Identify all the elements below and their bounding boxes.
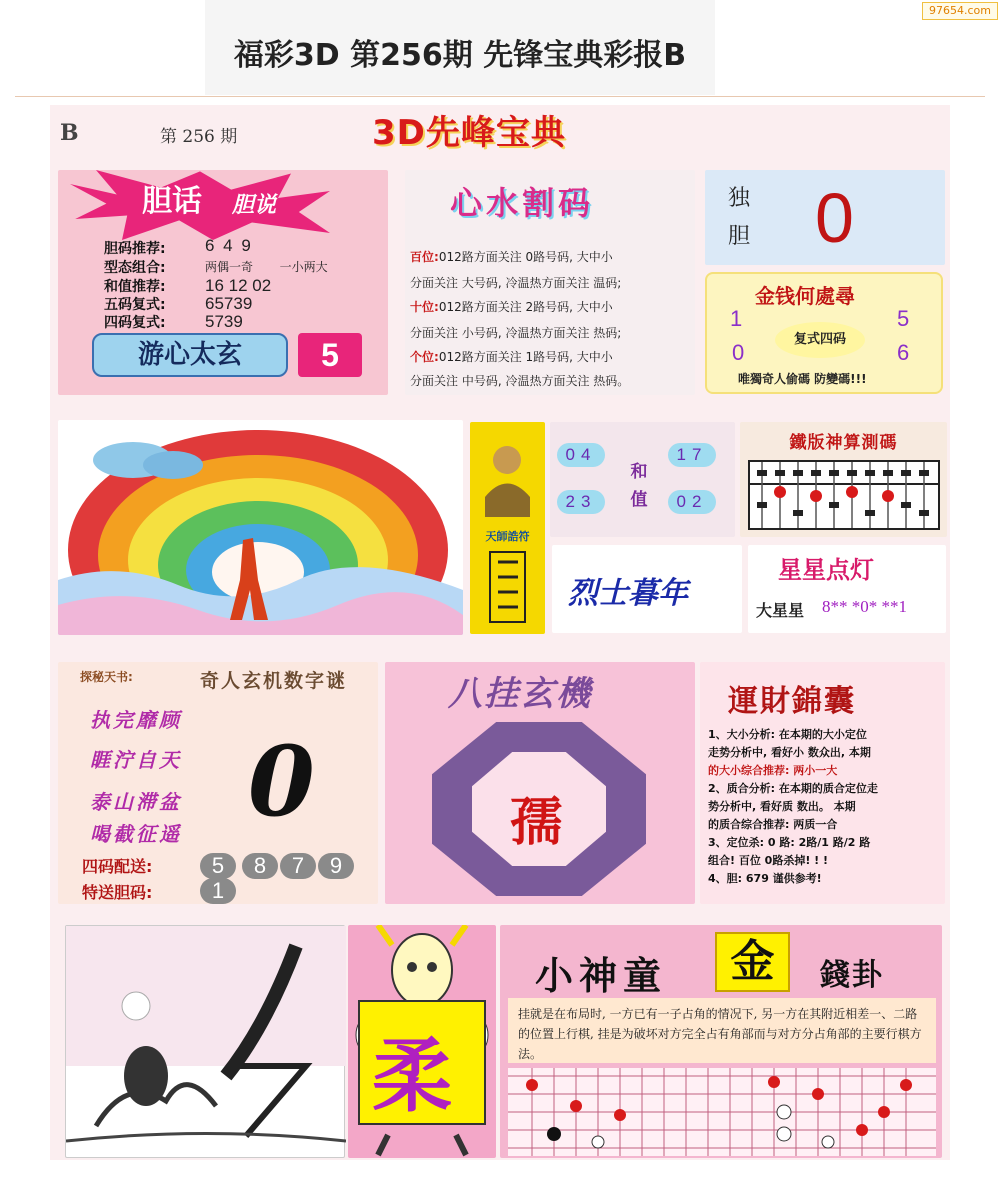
yuncai-line: 组合! 百位 0路杀掉! ! ! — [708, 854, 829, 867]
hezhi-pill: 04 — [557, 443, 605, 467]
xinshui-line: 分面关注 大号码, 冷温热方面关注 温码; — [410, 276, 622, 290]
yuncai-line: 2、质合分析: 在本期的质合定位走 — [708, 782, 878, 795]
xingxing-value: 8** *0* **1 — [822, 597, 907, 616]
peisong-ball: 8 — [242, 853, 278, 879]
qiren-top-label: 探秘天书: — [80, 670, 133, 684]
jinqian-digit: 5 — [897, 306, 910, 331]
fushi-label: 复式四码 — [775, 322, 865, 358]
qiren-number: 0 — [248, 725, 315, 838]
danhua-row-label: 五码复式: — [104, 297, 166, 313]
qiren-riddle-line: 喝截征遥 — [90, 822, 182, 846]
hezhi-pill: 17 — [668, 443, 716, 467]
jin-box: 金 — [715, 932, 790, 992]
dudan-number: 0 — [815, 179, 854, 257]
peisong-ball: 9 — [318, 853, 354, 879]
qiren-riddle-line: 执完靡顾 — [90, 708, 182, 732]
danhua-row-value: 5739 — [205, 312, 243, 331]
danhua-row-label: 四码复式: — [104, 315, 166, 331]
xinshui-line: 分面关注 小号码, 冷温热方面关注 热码; — [410, 326, 622, 340]
hezhi-label: 和值 — [630, 462, 648, 510]
yuncai-title: 運財錦囊 — [728, 684, 856, 719]
go-board — [508, 1068, 936, 1156]
youxin-number: 5 — [298, 333, 362, 377]
issue-badge: B — [60, 120, 79, 146]
xinshui-line: 个位:012路方面关注 1路号码, 大中小 — [410, 350, 613, 364]
xingxing-title: 星星点灯 — [778, 556, 874, 584]
page-title: 福彩3D 第256期 先锋宝典彩报B — [233, 38, 687, 73]
danhua-subtitle: 胆说 — [232, 192, 277, 218]
danhua-row-value: 两偶一奇 一小两大 — [205, 260, 328, 274]
qiren-riddle-line: 泰山滞盆 — [90, 790, 182, 814]
danhua-row-label: 胆码推荐: — [104, 241, 166, 257]
yuncai-line: 势分析中, 看好质 数出。 本期 — [708, 800, 856, 813]
issue-label: 第 256 期 — [160, 127, 238, 147]
jinqian-digit: 6 — [897, 340, 910, 365]
rainbow-illustration — [58, 420, 463, 635]
jinqian-digit: 1 — [730, 306, 743, 331]
ink-art — [66, 926, 346, 1159]
jinqian-title: 金钱何處尋 — [755, 284, 855, 308]
abacus-icon — [748, 460, 940, 530]
danhua-row-value: 16 12 02 — [205, 276, 272, 295]
yuncai-line: 3、定位杀: 0 路: 2路/1 路/2 路 — [708, 836, 871, 849]
yuncai-line: 4、胆: 679 谨供参考! — [708, 872, 822, 885]
ink-painting — [65, 925, 345, 1158]
xinshui-line: 十位:012路方面关注 2路号码, 大中小 — [410, 300, 613, 314]
poster-title: 3D先峰宝典 — [372, 113, 566, 153]
bagua-center-char: 孺 — [510, 792, 563, 853]
qiangua-label: 錢卦 — [820, 958, 884, 993]
yuncai-line: 1、大小分析: 在本期的大小定位 — [708, 728, 867, 741]
xinshui-line: 分面关注 中号码, 冷温热方面关注 热码。 — [410, 374, 630, 388]
lieshi-text: 烈士暮年 — [568, 576, 688, 611]
jinqian-digit: 0 — [732, 340, 745, 365]
danhua-row-value: 6 4 9 — [205, 236, 253, 255]
danhua-row-label: 和值推荐: — [104, 279, 166, 295]
jinqian-note: 唯獨奇人偷碼 防變碼!!! — [738, 372, 867, 386]
tesong-dan-label: 特送胆码: — [82, 883, 153, 902]
abacus-title: 鐵版神算測碼 — [789, 433, 898, 453]
peisong-ball: 7 — [280, 853, 316, 879]
qiren-title: 奇人玄机数字谜 — [200, 670, 348, 692]
danhua-title: 胆话 — [142, 184, 202, 219]
xinshui-title: 心水割码 — [450, 184, 595, 222]
yuncai-line: 的大小综合推荐: 两小一大 — [708, 764, 838, 777]
bagua-title: 八挂玄機 — [448, 674, 592, 714]
rou-char: 柔 — [372, 1029, 452, 1123]
tianshi-label: 天師誥符 — [485, 530, 530, 543]
qiren-riddle-line: 睚泞自天 — [90, 748, 182, 772]
site-watermark[interactable]: 97654.com — [922, 2, 998, 20]
xinshui-line: 百位:012路方面关注 0路号码, 大中小 — [410, 250, 613, 264]
danhua-row-label: 型态组合: — [104, 260, 166, 276]
rainbow-art — [58, 420, 463, 635]
dudan-label: 独胆 — [728, 186, 751, 249]
hezhi-pill: 23 — [557, 490, 605, 514]
header-divider — [15, 96, 985, 97]
yuncai-line: 走势分析中, 看好小 数众出, 本期 — [708, 746, 871, 759]
danhua-row-value: 65739 — [205, 294, 253, 313]
youxin-taixuan-label: 游心太玄 — [92, 333, 288, 377]
xiaoshen-title: 小神童 — [535, 954, 668, 998]
tesong-dan-ball: 1 — [200, 878, 236, 904]
xingxing-label: 大星星 — [756, 601, 805, 620]
yuncai-line: 的质合综合推荐: 两质一合 — [708, 818, 838, 831]
xiaoshen-note: 挂就是在布局时, 一方已有一子占角的情况下, 另一方在其附近相差一、二路的位置上行棋, 挂是为破坏对方完全占有角部而与对方分占角部的主要行棋方法。 — [508, 998, 936, 1063]
hezhi-pill: 02 — [668, 490, 716, 514]
peisong-ball: 5 — [200, 853, 236, 879]
peisong-label: 四码配送: — [82, 857, 153, 876]
